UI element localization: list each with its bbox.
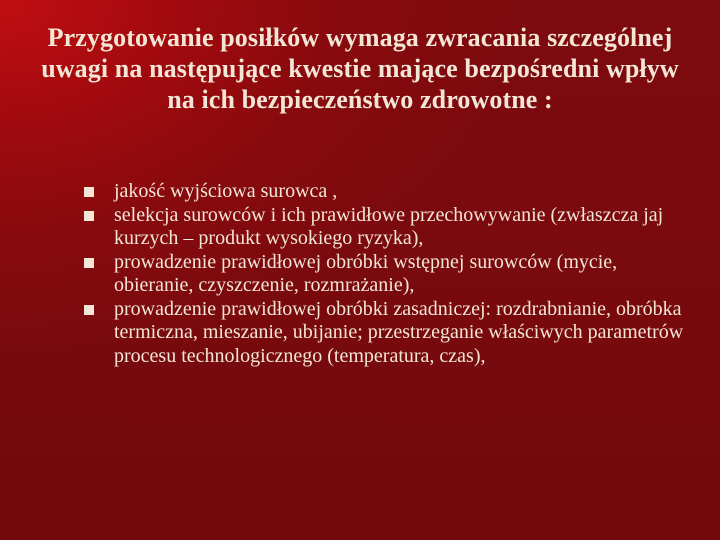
list-item: [84, 204, 684, 251]
square-bullet-icon: [84, 211, 94, 221]
square-bullet-icon: [84, 258, 94, 268]
bullet-list: [84, 180, 684, 368]
square-bullet-icon: [84, 187, 94, 197]
slide-title: Przygotowanie posiłków wymaga zwracania szczególnej uwagi na następujące kwestie mające bezpośredni wpływ na ich bezpieczeństwo zdrowotne :: [41, 23, 679, 114]
list-item: [84, 298, 684, 369]
bullet-text: jakość wyjściowa surowca ,: [114, 180, 338, 202]
list-item: [84, 180, 684, 204]
bullet-text: selekcja surowców i ich prawidłowe przechowywanie (zwłaszcza jaj kurzych – produkt wysokiego ryzyka),: [114, 203, 664, 249]
list-item: [84, 251, 684, 298]
square-bullet-icon: [84, 305, 94, 315]
bullet-text: prowadzenie prawidłowej obróbki wstępnej surowców (mycie, obieranie, czyszczenie, rozmrażanie),: [114, 250, 618, 296]
bullet-text: prowadzenie prawidłowej obróbki zasadniczej: rozdrabnianie, obróbka termiczna, mieszanie, ubijanie; przestrzeganie właściwych parametrów procesu technologicznego (temperatura, czas),: [114, 297, 684, 367]
